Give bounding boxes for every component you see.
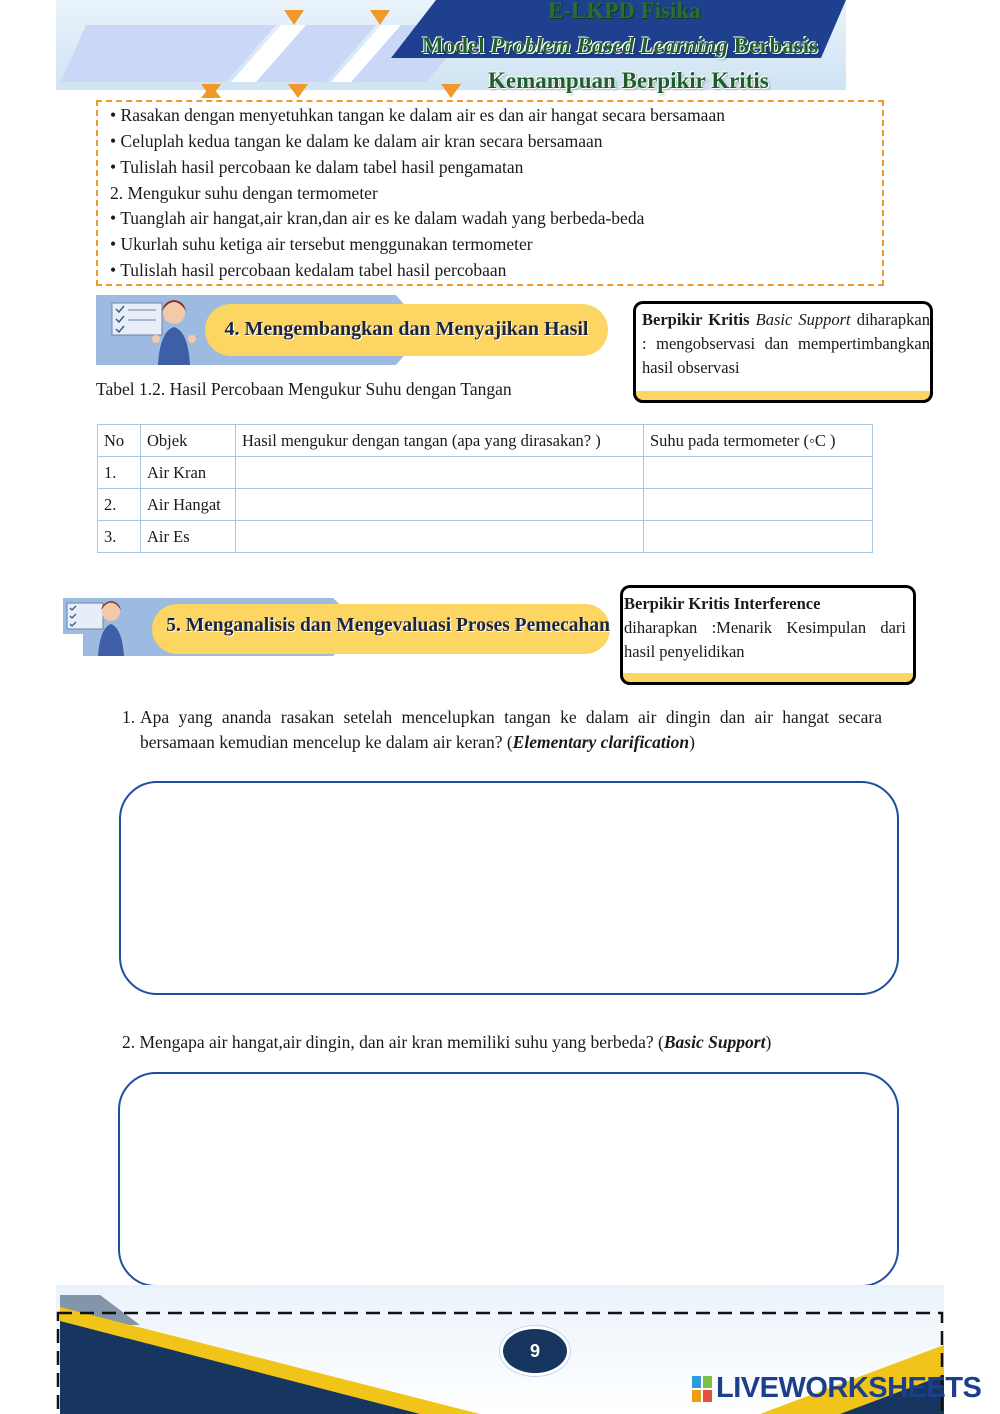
step-item	[110, 131, 603, 152]
header-no: No	[98, 425, 141, 457]
liveworksheets-brand[interactable]: LIVEWORKSHEETS	[716, 1372, 982, 1404]
question-text	[140, 705, 882, 755]
bullet: •	[110, 157, 117, 177]
question-number: 2.	[122, 1032, 136, 1052]
cell-no: 3.	[98, 521, 141, 553]
note-accent	[620, 673, 916, 685]
note-bold-text: Berpikir Kritis	[642, 310, 750, 329]
note-body-text: diharapkan :Menarik Kesimpulan dari hasil penyelidikan	[624, 618, 906, 661]
step-item	[110, 260, 506, 281]
header-objek: Objek	[141, 425, 236, 457]
step-item	[110, 234, 533, 255]
step-item	[110, 105, 725, 126]
cell-no: 1.	[98, 457, 141, 489]
section4-title: 4. Mengembangkan dan Menyajikan Hasil	[205, 304, 608, 356]
page-number-badge: 9	[500, 1326, 570, 1376]
header-title-line3: Kemampuan Berpikir Kritis	[488, 68, 769, 93]
step-text: Tulislah hasil percobaan ke dalam tabel hasil pengamatan	[120, 157, 524, 177]
procedure-steps-box	[96, 100, 884, 286]
table-row	[98, 489, 873, 521]
header-pbl-text: Problem Based Learning	[490, 33, 729, 58]
step-heading	[110, 183, 378, 204]
question-number: 1.	[122, 707, 136, 727]
question-1	[122, 705, 882, 755]
cell-hand-result-input[interactable]	[236, 521, 644, 553]
cell-thermometer-input[interactable]	[644, 489, 873, 521]
note-accent	[633, 391, 933, 403]
header-title-line2	[422, 33, 818, 59]
section4-note-box	[633, 301, 933, 403]
step-item	[110, 157, 523, 178]
section5-note-box	[620, 585, 916, 685]
section5-title: 5. Menganalisis dan Mengevaluasi Proses Pemecahan	[152, 604, 610, 654]
step-text: Rasakan dengan menyetuhkan tangan ke dalam air es dan air hangat secara bersamaan	[120, 105, 725, 125]
observation-table	[97, 424, 873, 553]
table-row	[98, 521, 873, 553]
cell-objek: Air Hangat	[141, 489, 236, 521]
note-body-text: diharapkan : mengobservasi dan mempertimbangkan hasil observasi	[642, 310, 930, 377]
header-model-text: Model	[422, 33, 491, 58]
cell-objek: Air Es	[141, 521, 236, 553]
table-header-row	[98, 425, 873, 457]
question-body: Apa yang ananda rasakan setelah mencelupkan tangan ke dalam air dingin dan air hangat secara bersamaan kemudian mencelup ke dalam air keran? (	[140, 707, 882, 752]
header-title-line1: E-LKPD Fisika	[548, 0, 701, 23]
question-2	[122, 1032, 771, 1053]
step-item	[110, 208, 644, 229]
step-text: Tulislah hasil percobaan kedalam tabel hasil percobaan	[120, 260, 507, 280]
bullet: •	[110, 208, 117, 228]
step-text: Tuanglah air hangat,air kran,dan air es ke dalam wadah yang berbeda-beda	[120, 208, 645, 228]
header-thermometer: Suhu pada termometer (◦C )	[644, 425, 873, 457]
question-close: )	[765, 1032, 772, 1052]
cell-objek: Air Kran	[141, 457, 236, 489]
liveworksheets-logo-icon	[692, 1376, 712, 1402]
bullet: •	[110, 234, 117, 254]
bullet: •	[110, 260, 117, 280]
cell-no: 2.	[98, 489, 141, 521]
answer-box-2[interactable]	[118, 1072, 899, 1287]
answer-box-1[interactable]	[119, 781, 899, 995]
section5-note-text	[624, 592, 906, 664]
step-text: Celuplah kedua tangan ke dalam ke dalam air kran secara bersamaan	[120, 131, 603, 151]
note-bold-text: Berpikir Kritis Interference	[624, 594, 821, 613]
table-caption: Tabel 1.2. Hasil Percobaan Mengukur Suhu dengan Tangan	[96, 379, 512, 399]
question-tag: Elementary clarification	[512, 732, 690, 752]
question-tag: Basic Support	[663, 1032, 766, 1052]
bullet: •	[110, 131, 117, 151]
note-italic-text: Basic Support	[755, 310, 851, 329]
cell-thermometer-input[interactable]	[644, 457, 873, 489]
header-hand-result: Hasil mengukur dengan tangan (apa yang dirasakan? )	[236, 425, 644, 457]
question-close: )	[689, 732, 695, 752]
question-body: Mengapa air hangat,air dingin, dan air kran memiliki suhu yang berbeda? (	[139, 1032, 664, 1052]
table-row	[98, 457, 873, 489]
step-text: 2. Mengukur suhu dengan termometer	[110, 183, 378, 203]
cell-hand-result-input[interactable]	[236, 489, 644, 521]
cell-hand-result-input[interactable]	[236, 457, 644, 489]
step-text: Ukurlah suhu ketiga air tersebut menggunakan termometer	[120, 234, 533, 254]
header-berbasis-text: Berbasis	[728, 33, 819, 58]
section4-note-text	[642, 308, 930, 380]
cell-thermometer-input[interactable]	[644, 521, 873, 553]
bullet: •	[110, 105, 117, 125]
